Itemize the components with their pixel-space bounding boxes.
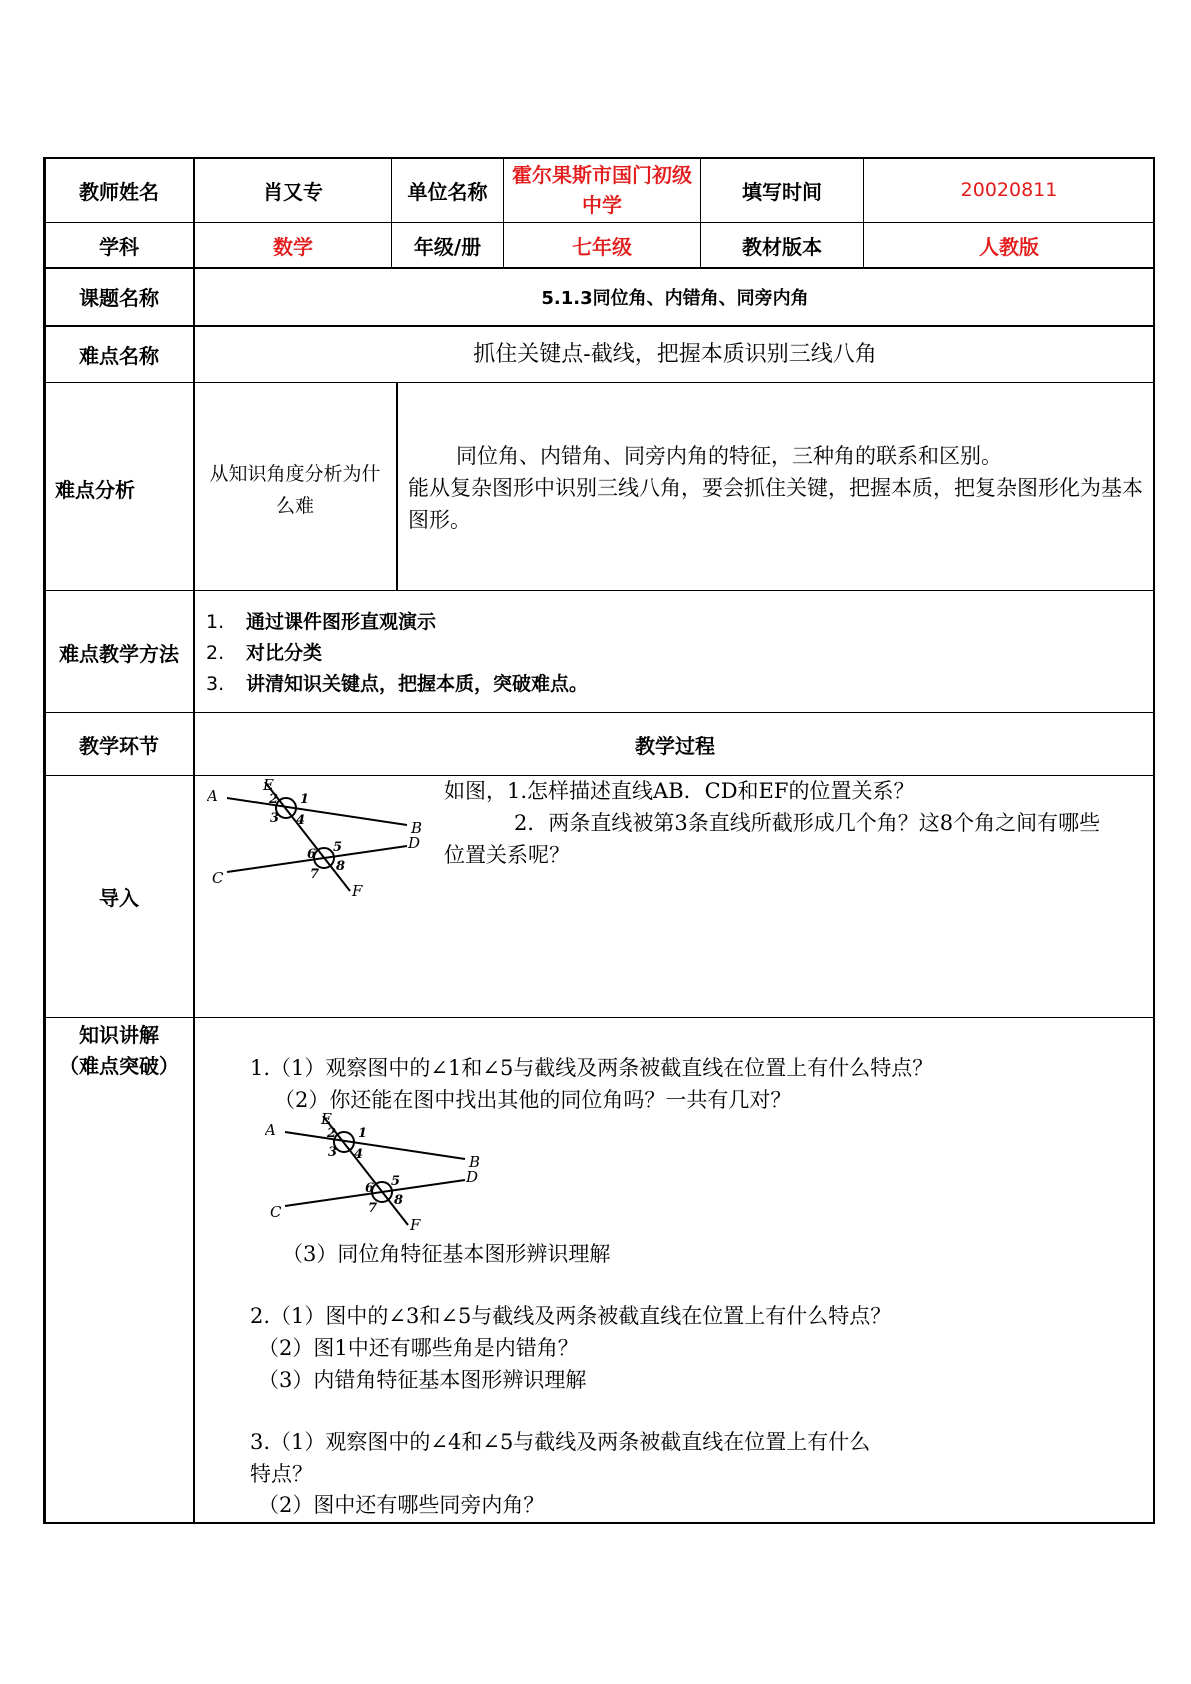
teacher-name-value: 肖又专 — [263, 179, 323, 204]
fill-time-label: 填写时间 — [742, 179, 822, 204]
method-label: 难点教学方法 — [59, 641, 179, 666]
method-item — [206, 669, 1146, 700]
grade-label: 年级/册 — [413, 234, 482, 259]
knowledge-label-line2: （难点突破） — [59, 1054, 179, 1078]
method-item — [206, 638, 1146, 669]
label-c: C — [270, 1203, 282, 1221]
method-item-number: 2. — [206, 642, 225, 664]
analysis-label: 难点分析 — [55, 478, 135, 502]
angle-5: 5 — [391, 1174, 401, 1189]
process-stage-label: 教学环节 — [79, 733, 159, 758]
fill-time-text: 20020811 — [960, 179, 1058, 201]
angle-4: 4 — [354, 1147, 364, 1162]
label-f: F — [410, 1216, 421, 1232]
knowledge-s3-q2: （2）图中还有哪些同旁内角？ — [258, 1493, 545, 1517]
row-divider — [43, 590, 1155, 591]
knowledge-s1-q3: （3）同位角特征基本图形辨识理解 — [282, 1242, 611, 1266]
label-e: E — [321, 1112, 332, 1128]
label-a: A — [207, 787, 218, 805]
grade-value: 七年级 — [572, 234, 632, 259]
intro-question-1: 如图，1.怎样描述直线AB．CD和EF的位置关系？ — [444, 779, 915, 803]
analysis-sublabel: 从知识角度分析为什么难 — [209, 463, 381, 517]
row-divider — [43, 1017, 1155, 1018]
angle-2: 2 — [327, 1126, 337, 1141]
angle-4: 4 — [296, 813, 306, 828]
angle-3: 3 — [328, 1145, 338, 1160]
angle-1: 1 — [300, 792, 310, 807]
knowledge-s3-q1a: 3.（1）观察图中的∠4和∠5与截线及两条被截直线在位置上有什么 — [250, 1430, 871, 1454]
knowledge-label — [45, 1020, 193, 1082]
angle-7: 7 — [310, 867, 320, 882]
knowledge-s1-q2: （2）你还能在图中找出其他的同位角吗？一共有几对？ — [274, 1088, 792, 1112]
unit-name-value: 霍尔果斯市国门初级中学 — [512, 163, 692, 217]
transversal-figure — [265, 1112, 495, 1232]
knowledge-s1-q1: 1.（1）观察图中的∠1和∠5与截线及两条被截直线在位置上有什么特点？ — [250, 1056, 934, 1080]
angle-2: 2 — [269, 792, 279, 807]
edition-label: 教材版本 — [742, 234, 822, 259]
knowledge-s2-q3: （3）内错角特征基本图形辨识理解 — [258, 1368, 587, 1392]
angle-8: 8 — [336, 859, 346, 874]
topic-label: 课题名称 — [79, 286, 159, 310]
subject-label: 学科 — [99, 234, 139, 259]
method-item-number: 3. — [206, 673, 225, 695]
angle-1: 1 — [358, 1126, 368, 1141]
knowledge-s2-q1: 2.（1）图中的∠3和∠5与截线及两条被截直线在位置上有什么特点？ — [250, 1304, 892, 1328]
teacher-name-label: 教师姓名 — [79, 179, 159, 204]
label-d: D — [408, 834, 421, 852]
analysis-line2: 能从复杂图形中识别三线八角，要会抓住关键，把握本质，把复杂图形化为基本图形。 — [408, 476, 1143, 532]
subject-value: 数学 — [273, 234, 313, 259]
method-item-text: 对比分类 — [246, 642, 323, 664]
method-item-number: 1. — [206, 611, 225, 633]
difficulty-label: 难点名称 — [79, 344, 159, 368]
method-item-text: 通过课件图形直观演示 — [246, 611, 437, 633]
angle-6: 6 — [307, 847, 317, 862]
angle-7: 7 — [368, 1201, 378, 1216]
method-item-text: 讲清知识关键点，把握本质，突破难点。 — [246, 673, 589, 695]
transversal-figure — [207, 778, 437, 898]
knowledge-s2-q2: （2）图1中还有哪些角是内错角？ — [258, 1336, 579, 1360]
label-c: C — [212, 869, 224, 887]
fill-time-value — [864, 158, 1154, 222]
difficulty-value: 抓住关键点-截线，把握本质识别三线八角 — [473, 341, 877, 367]
edition-value: 人教版 — [979, 234, 1039, 259]
label-b: B — [411, 819, 423, 837]
label-e: E — [263, 778, 274, 794]
label-a: A — [265, 1121, 276, 1139]
line-ab — [227, 798, 407, 825]
unit-name-label: 单位名称 — [407, 179, 488, 204]
row-divider — [43, 382, 1155, 383]
knowledge-s3-q1b: 特点？ — [250, 1462, 313, 1486]
knowledge-label-line1: 知识讲解 — [79, 1023, 159, 1047]
intro-question-2: 2．两条直线被第3条直线所截形成几个角？这8个角之间有哪些位置关系呢？ — [444, 811, 1101, 867]
method-list — [206, 607, 1146, 700]
label-f: F — [352, 882, 363, 898]
label-b: B — [469, 1153, 481, 1171]
process-header-value: 教学过程 — [635, 733, 715, 758]
line-ab — [285, 1132, 465, 1159]
angle-3: 3 — [270, 811, 280, 826]
angle-5: 5 — [333, 840, 343, 855]
analysis-line1: 同位角、内错角、同旁内角的特征，三种角的联系和区别。 — [456, 444, 1002, 468]
label-d: D — [466, 1168, 479, 1186]
topic-value: 5.1.3同位角、内错角、同旁内角 — [541, 287, 809, 309]
intro-label: 导入 — [99, 886, 139, 910]
angle-6: 6 — [365, 1181, 375, 1196]
angle-8: 8 — [394, 1193, 404, 1208]
method-item — [206, 607, 1146, 638]
column-divider — [396, 382, 398, 590]
